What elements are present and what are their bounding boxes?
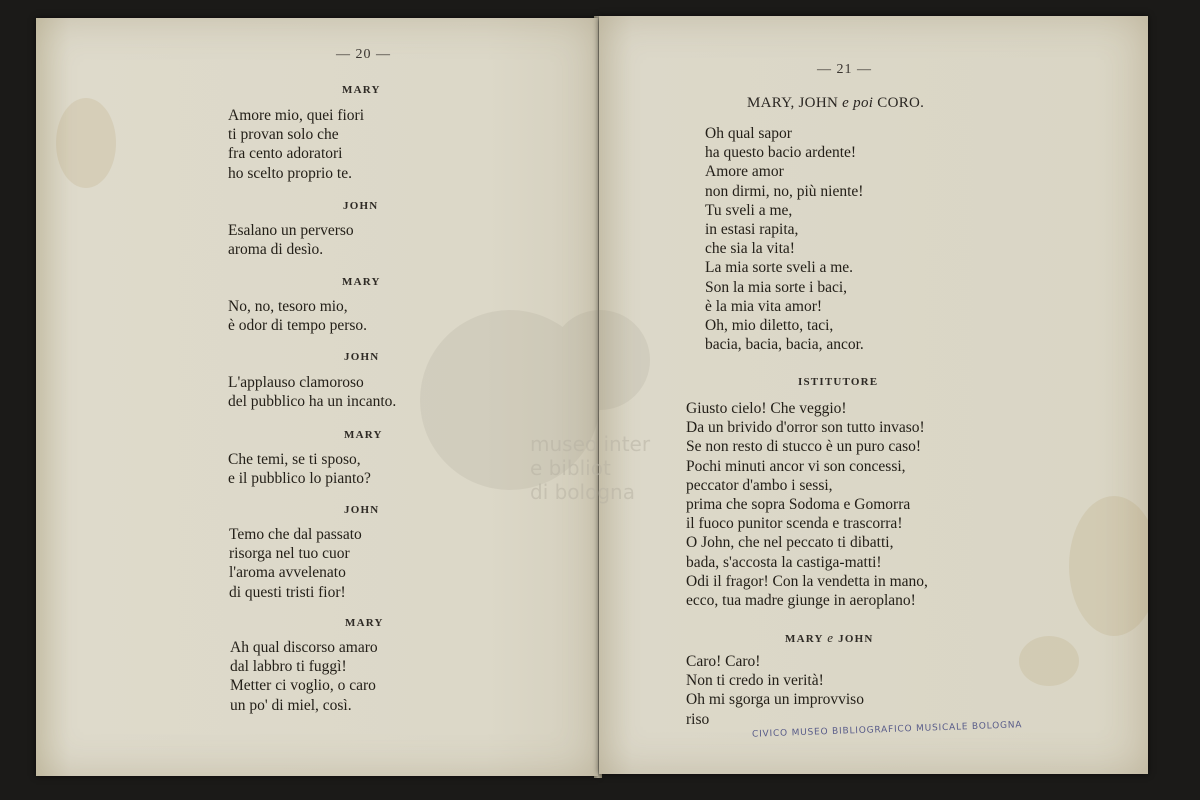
verse-line: aroma di desìo. — [228, 241, 324, 259]
speaker-label: MARY — [345, 617, 384, 629]
verse-line: risorga nel tuo cuor — [229, 545, 350, 563]
verse-line: non dirmi, no, più niente! — [705, 182, 864, 200]
verse-line: bacia, bacia, bacia, ancor. — [705, 336, 864, 354]
verse-line: No, no, tesoro mio, — [228, 298, 348, 315]
verse-line: Caro! Caro! — [686, 653, 761, 670]
speaker-connector: e — [827, 630, 835, 645]
verse-line: riso — [686, 710, 710, 728]
verse-line: ha questo bacio ardente! — [705, 144, 857, 162]
verse-line: ho scelto proprio te. — [228, 164, 352, 182]
verse-line: un po' di miel, così. — [230, 696, 352, 714]
heading-connector: e poi — [842, 95, 874, 111]
speaker-label: JOHN — [344, 351, 380, 363]
scene-heading — [747, 95, 924, 112]
verse-block — [228, 373, 396, 411]
speaker-name: JOHN — [838, 633, 874, 645]
verse-line: L'applauso clamoroso — [228, 374, 364, 391]
verse-block — [686, 652, 864, 729]
verse-line: Pochi minuti ancor vi son concessi, — [686, 457, 906, 475]
verse-line: ti provan solo che — [228, 126, 339, 144]
verse-block — [230, 638, 378, 715]
paper-stain — [56, 98, 116, 188]
verse-line: Amore mio, quei fiori — [228, 107, 365, 124]
verse-line: Esalano un perverso — [228, 222, 354, 239]
verse-line: prima che sopra Sodoma e Gomorra — [686, 496, 911, 514]
paper-stain — [1069, 496, 1148, 636]
library-stamp: CIVICO MUSEO BIBLIOGRAFICO MUSICALE BOLOGNA — [751, 720, 1023, 740]
verse-line: e il pubblico lo pianto? — [228, 470, 371, 488]
verse-block — [229, 525, 362, 602]
verse-line: Amore amor — [705, 163, 784, 181]
speaker-name: MARY — [785, 633, 824, 645]
verse-block — [228, 450, 371, 488]
verse-line: l'aroma avvelenato — [229, 564, 346, 582]
speaker-label — [785, 630, 873, 646]
speaker-label: ISTITUTORE — [798, 376, 879, 388]
verse-line: Son la mia sorte i baci, — [705, 278, 848, 296]
verse-line: Tu sveli a me, — [705, 201, 793, 219]
heading-characters: MARY, JOHN — [747, 95, 839, 111]
speaker-label: JOHN — [344, 504, 380, 516]
verse-line: dal labbro ti fuggì! — [230, 658, 347, 676]
verse-line: O John, che nel peccato ti dibatti, — [686, 534, 894, 552]
verse-line: bada, s'accosta la castiga-matti! — [686, 553, 882, 571]
verse-line: La mia sorte sveli a me. — [705, 259, 854, 277]
right-page — [599, 16, 1148, 774]
verse-line: Non ti credo in verità! — [686, 672, 824, 690]
verse-line: Metter ci voglio, o caro — [230, 677, 376, 695]
verse-line: Da un brivido d'orror son tutto invaso! — [686, 419, 925, 437]
speaker-label: MARY — [344, 429, 383, 441]
verse-line: Ah qual discorso amaro — [230, 639, 378, 656]
verse-line: peccator d'ambo i sessi, — [686, 476, 833, 494]
verse-line: di questi tristi fior! — [229, 583, 346, 601]
verse-line: Oh mi sgorga un improvviso — [686, 691, 864, 709]
verse-block — [686, 399, 928, 610]
verse-line: del pubblico ha un incanto. — [228, 393, 397, 411]
verse-line: in estasi rapita, — [705, 221, 799, 239]
verse-line: Odi il fragor! Con la vendetta in mano, — [686, 572, 928, 590]
verse-line: è odor di tempo perso. — [228, 317, 368, 335]
verse-line: fra cento adoratori — [228, 145, 343, 163]
verse-line: è la mia vita amor! — [705, 297, 823, 315]
verse-line: che sia la vita! — [705, 240, 795, 258]
verse-line: Se non resto di stucco è un puro caso! — [686, 438, 922, 456]
verse-block — [228, 221, 354, 259]
speaker-label: MARY — [342, 84, 381, 96]
verse-block — [228, 106, 364, 183]
verse-line: Che temi, se ti sposo, — [228, 451, 361, 468]
verse-block — [228, 297, 367, 335]
speaker-label: JOHN — [343, 200, 379, 212]
speaker-label: MARY — [342, 276, 381, 288]
paper-stain — [1019, 636, 1079, 686]
watermark-text: museo inter e bibliot di bologna — [530, 432, 651, 504]
verse-line: ecco, tua madre giunge in aeroplano! — [686, 592, 916, 610]
verse-block — [705, 124, 864, 354]
page-number-left: — 20 — — [336, 47, 391, 62]
heading-chorus: CORO. — [877, 95, 925, 111]
verse-line: il fuoco punitor scenda e trascorra! — [686, 515, 903, 533]
verse-line: Temo che dal passato — [229, 526, 362, 543]
verse-line: Giusto cielo! Che veggio! — [686, 400, 847, 417]
verse-line: Oh qual sapor — [705, 125, 792, 142]
page-number-right: — 21 — — [817, 62, 872, 77]
verse-line: Oh, mio diletto, taci, — [705, 317, 834, 335]
